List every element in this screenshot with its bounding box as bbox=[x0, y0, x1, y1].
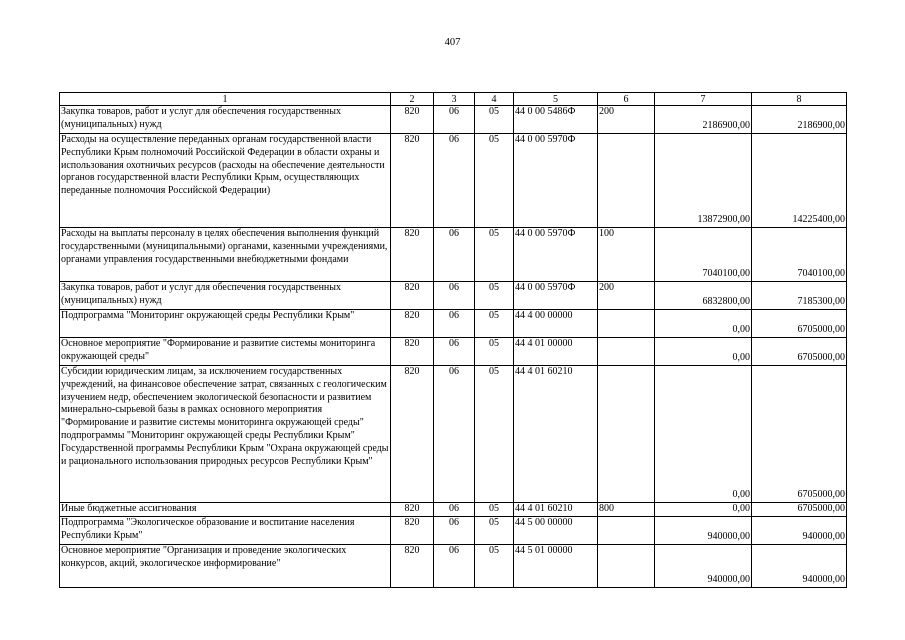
amount-year2-cell: 940000,00 bbox=[752, 544, 847, 587]
subsection-code-cell: 05 bbox=[475, 134, 514, 228]
section-code-cell: 06 bbox=[434, 544, 475, 587]
table-row bbox=[60, 544, 847, 587]
subsection-code-cell: 05 bbox=[475, 366, 514, 503]
row-name-cell: Подпрограмма "Экологическое образование и воспитание населения Республики Крым" bbox=[60, 516, 391, 544]
section-code-cell: 06 bbox=[434, 228, 475, 282]
column-number: 2 bbox=[391, 93, 434, 106]
section-code-cell: 06 bbox=[434, 366, 475, 503]
target-article-cell: 44 0 00 5486Ф bbox=[514, 106, 598, 134]
amount-year1-cell: 0,00 bbox=[655, 338, 752, 366]
amount-year2-cell: 940000,00 bbox=[752, 516, 847, 544]
ministry-code-cell: 820 bbox=[391, 134, 434, 228]
amount-year2-cell: 6705000,00 bbox=[752, 503, 847, 517]
expense-type-cell: 100 bbox=[598, 228, 655, 282]
section-code-cell: 06 bbox=[434, 282, 475, 310]
subsection-code-cell: 05 bbox=[475, 106, 514, 134]
target-article-cell: 44 5 00 00000 bbox=[514, 516, 598, 544]
section-code-cell: 06 bbox=[434, 503, 475, 517]
table-row bbox=[60, 310, 847, 338]
table-body bbox=[60, 93, 847, 588]
table-row bbox=[60, 134, 847, 228]
subsection-code-cell: 05 bbox=[475, 338, 514, 366]
target-article-cell: 44 4 01 60210 bbox=[514, 503, 598, 517]
amount-year2-cell: 2186900,00 bbox=[752, 106, 847, 134]
column-number: 8 bbox=[752, 93, 847, 106]
amount-year1-cell: 940000,00 bbox=[655, 516, 752, 544]
section-code-cell: 06 bbox=[434, 338, 475, 366]
amount-year2-cell: 6705000,00 bbox=[752, 310, 847, 338]
row-name-cell: Подпрограмма "Мониторинг окружающей среды Республики Крым" bbox=[60, 310, 391, 338]
amount-year1-cell: 13872900,00 bbox=[655, 134, 752, 228]
column-number: 1 bbox=[60, 93, 391, 106]
amount-year1-cell: 940000,00 bbox=[655, 544, 752, 587]
target-article-cell: 44 4 01 60210 bbox=[514, 366, 598, 503]
target-article-cell: 44 0 00 5970Ф bbox=[514, 282, 598, 310]
expense-type-cell bbox=[598, 366, 655, 503]
table-row bbox=[60, 366, 847, 503]
row-name-cell: Закупка товаров, работ и услуг для обеспечения государственных (муниципальных) нужд bbox=[60, 282, 391, 310]
column-number: 5 bbox=[514, 93, 598, 106]
column-number: 4 bbox=[475, 93, 514, 106]
row-name-cell: Расходы на выплаты персоналу в целях обеспечения выполнения функций государственными (муниципальными) органами, казенными учреждениями, органами управления государственными внебюджетными фондами bbox=[60, 228, 391, 282]
amount-year1-cell: 0,00 bbox=[655, 310, 752, 338]
expense-type-cell bbox=[598, 338, 655, 366]
subsection-code-cell: 05 bbox=[475, 516, 514, 544]
row-name-cell: Закупка товаров, работ и услуг для обеспечения государственных (муниципальных) нужд bbox=[60, 106, 391, 134]
row-name-cell: Основное мероприятие "Организация и проведение экологических конкурсов, акций, экологическое информирование" bbox=[60, 544, 391, 587]
target-article-cell: 44 4 01 00000 bbox=[514, 338, 598, 366]
subsection-code-cell: 05 bbox=[475, 228, 514, 282]
subsection-code-cell: 05 bbox=[475, 544, 514, 587]
amount-year1-cell: 2186900,00 bbox=[655, 106, 752, 134]
column-number: 6 bbox=[598, 93, 655, 106]
section-code-cell: 06 bbox=[434, 106, 475, 134]
amount-year2-cell: 7185300,00 bbox=[752, 282, 847, 310]
target-article-cell: 44 0 00 5970Ф bbox=[514, 134, 598, 228]
expense-type-cell: 200 bbox=[598, 106, 655, 134]
amount-year2-cell: 6705000,00 bbox=[752, 366, 847, 503]
table-row bbox=[60, 338, 847, 366]
section-code-cell: 06 bbox=[434, 516, 475, 544]
expense-type-cell: 800 bbox=[598, 503, 655, 517]
expense-type-cell: 200 bbox=[598, 282, 655, 310]
table-row bbox=[60, 503, 847, 517]
ministry-code-cell: 820 bbox=[391, 544, 434, 587]
ministry-code-cell: 820 bbox=[391, 310, 434, 338]
expense-type-cell bbox=[598, 310, 655, 338]
ministry-code-cell: 820 bbox=[391, 366, 434, 503]
ministry-code-cell: 820 bbox=[391, 516, 434, 544]
subsection-code-cell: 05 bbox=[475, 282, 514, 310]
row-name-cell: Основное мероприятие "Формирование и развитие системы мониторинга окружающей среды" bbox=[60, 338, 391, 366]
budget-table bbox=[59, 92, 847, 588]
amount-year1-cell: 0,00 bbox=[655, 366, 752, 503]
target-article-cell: 44 0 00 5970Ф bbox=[514, 228, 598, 282]
table-row bbox=[60, 282, 847, 310]
expense-type-cell bbox=[598, 544, 655, 587]
amount-year2-cell: 14225400,00 bbox=[752, 134, 847, 228]
ministry-code-cell: 820 bbox=[391, 282, 434, 310]
table-row bbox=[60, 106, 847, 134]
target-article-cell: 44 5 01 00000 bbox=[514, 544, 598, 587]
ministry-code-cell: 820 bbox=[391, 228, 434, 282]
amount-year1-cell: 6832800,00 bbox=[655, 282, 752, 310]
subsection-code-cell: 05 bbox=[475, 503, 514, 517]
table-row bbox=[60, 516, 847, 544]
subsection-code-cell: 05 bbox=[475, 310, 514, 338]
row-name-cell: Субсидии юридическим лицам, за исключением государственных учреждений, на финансовое обеспечение затрат, связанных с геологическим изучением недр, обеспечением экологической безопасности и развитием минерально-сырьевой базы в рамках основного мероприятия "Формирование и развитие системы мониторинга окружающей среды" подпрограммы "Мониторинг окружающей среды Республики Крым" Государственной программы Республики Крым "Охрана окружающей среды и рационального использования природных ресурсов Республики Крым" bbox=[60, 366, 391, 503]
column-number: 3 bbox=[434, 93, 475, 106]
ministry-code-cell: 820 bbox=[391, 503, 434, 517]
row-name-cell: Расходы на осуществление переданных органам государственной власти Республики Крым полномочий Российской Федерации в области охраны и использования охотничьих ресурсов (расходы на обеспечение деятельности органов государственной власти Республики Крым, осуществляющих переданные полномочия Российской Федерации) bbox=[60, 134, 391, 228]
amount-year1-cell: 7040100,00 bbox=[655, 228, 752, 282]
ministry-code-cell: 820 bbox=[391, 106, 434, 134]
page-number: 407 bbox=[444, 37, 461, 48]
column-number-row bbox=[60, 93, 847, 106]
amount-year1-cell: 0,00 bbox=[655, 503, 752, 517]
column-number: 7 bbox=[655, 93, 752, 106]
target-article-cell: 44 4 00 00000 bbox=[514, 310, 598, 338]
ministry-code-cell: 820 bbox=[391, 338, 434, 366]
expense-type-cell bbox=[598, 134, 655, 228]
expense-type-cell bbox=[598, 516, 655, 544]
row-name-cell: Иные бюджетные ассигнования bbox=[60, 503, 391, 517]
amount-year2-cell: 6705000,00 bbox=[752, 338, 847, 366]
section-code-cell: 06 bbox=[434, 310, 475, 338]
amount-year2-cell: 7040100,00 bbox=[752, 228, 847, 282]
table-row bbox=[60, 228, 847, 282]
section-code-cell: 06 bbox=[434, 134, 475, 228]
